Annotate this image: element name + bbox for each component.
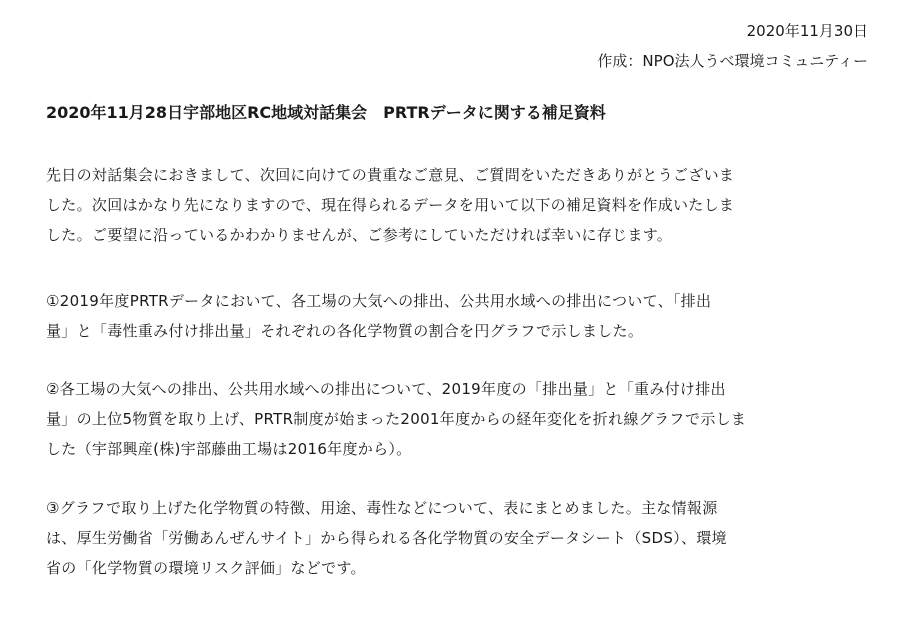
item-3-line: ③グラフで取り上げた化学物質の特徴、用途、毒性などについて、表にまとめました。主な情報源 xyxy=(46,499,718,517)
item-2-line: した（宇部興産(株)宇部藤曲工場は2016年度から）。 xyxy=(46,440,412,458)
item-2-line: 量」の上位5物質を取り上げ、PRTR制度が始まった2001年度からの経年変化を折れ線グラフで示しま xyxy=(46,410,747,428)
document-title: 2020年11月28日宇部地区RC地域対話集会 PRTRデータに関する補足資料 xyxy=(46,103,606,122)
item-1-line: ①2019年度PRTRデータにおいて、各工場の大気への排出、公共用水域への排出について、「排出 xyxy=(46,292,712,310)
intro-line: した。ご要望に沿っているかわかりませんが、ご参考にしていただければ幸いに存じます。 xyxy=(46,226,673,244)
item-3-paragraph xyxy=(46,493,864,583)
item-3-line: 省の「化学物質の環境リスク評価」などです。 xyxy=(46,559,366,577)
item-1-paragraph xyxy=(46,286,864,346)
item-2-line: ②各工場の大気への排出、公共用水域への排出について、2019年度の「排出量」と「重み付け排出 xyxy=(46,380,726,398)
intro-paragraph xyxy=(46,160,864,250)
document-date: 2020年11月30日 xyxy=(746,22,868,40)
intro-line: 先日の対話集会におきまして、次回に向けての貴重なご意見、ご質問をいただきありがとうございま xyxy=(46,166,735,184)
document-author: 作成：NPO法人うべ環境コミュニティー xyxy=(597,52,868,70)
item-2-paragraph xyxy=(46,374,864,464)
item-1-line: 量」と「毒性重み付け排出量」それぞれの各化学物質の割合を円グラフで示しました。 xyxy=(46,322,644,340)
intro-line: した。次回はかなり先になりますので、現在得られるデータを用いて以下の補足資料を作成いたしま xyxy=(46,196,735,214)
item-3-line: は、厚生労働省「労働あんぜんサイト」から得られる各化学物質の安全データシート（SDS）、環境 xyxy=(46,529,727,547)
